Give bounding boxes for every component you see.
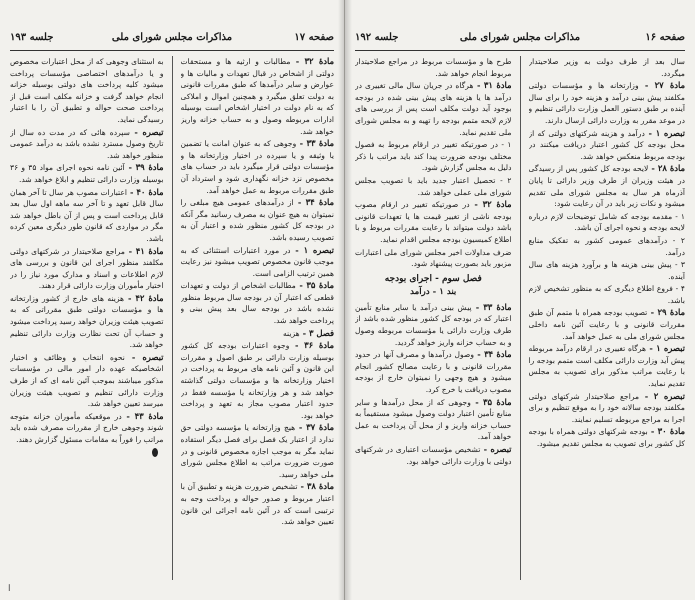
paragraph	[529, 283, 686, 306]
article-number: مادهٔ ۳۹ -	[124, 162, 164, 173]
paragraph	[529, 259, 686, 282]
article-text: هیچ وزارتخانه یا مؤسسه دولتی حق ندارد از اعتبار یک فصل برای فصل دیگر استفاده نماید مگر به موجب اجازه مخصوص قانونی و در صورت ضرورت مراتب به اطلاع مجلس شورای ملی خواهد رسید.	[180, 423, 334, 479]
right-page-header	[355, 30, 685, 51]
paragraph	[181, 245, 335, 280]
paragraph	[355, 444, 512, 467]
article-number: مادهٔ ۳۲ -	[469, 199, 512, 210]
paragraph	[181, 328, 335, 340]
paragraph	[181, 197, 335, 243]
ink-blot	[152, 448, 158, 457]
right-page-column-right	[529, 56, 686, 580]
paragraph	[181, 422, 335, 480]
paragraph	[10, 411, 164, 446]
article-text: وجوهی که به عنوان امانت یا تضمین یا وثیقه و یا سپرده در اختیار وزارتخانه ها و مؤسسات دولتی قرار میگیرد باید در حساب های مخصوص نزد خزانه نگهداری شود و استرداد آن طبق مقررات مربوط به عمل خواهد آمد.	[180, 139, 334, 195]
article-text: مطالبات اشخاص از دولت و تعهدات قطعی که اعتبار آن در بودجه سال مربوط منظور نشده باشد در بودجه سال بعد پیش بینی و پرداخت خواهد شد.	[180, 281, 334, 326]
paragraph	[355, 247, 512, 270]
article-number: مادهٔ ۳۴ -	[474, 349, 512, 360]
article-number: مادهٔ ۴۰ -	[127, 186, 164, 197]
paragraph	[355, 80, 512, 138]
article-text: هزینه های خارج از کشور وزارتخانه ها و مؤسسات دولتی طبق مقرراتی که به تصویب هیئت وزیران خواهد رسید پرداخت میشود و حساب آن تحت نظارت وزارت دارائی تنظیم خواهد شد.	[10, 293, 164, 350]
article-number: مادهٔ ۳۵ -	[470, 396, 512, 407]
paragraph	[181, 340, 335, 421]
article-number: مادهٔ ۴۳ -	[121, 410, 164, 421]
article-number: تبصره ۱ -	[290, 244, 334, 255]
article-text: هرگاه در جریان سال مالی تغییری در درآمد ها یا هزینه های پیش بینی شده در بودجه بوجود آید دولت مکلف است پس از بررسی های لازم لایحه متمم بودجه را تهیه و به مجلس شورای ملی تقدیم نماید.	[355, 81, 512, 137]
column-divider	[520, 56, 521, 580]
article-number: فصل ۳ -	[299, 327, 334, 338]
paragraph	[355, 302, 512, 348]
left-page-columns	[10, 56, 334, 580]
article-number: مادهٔ ۴۲ -	[124, 292, 164, 303]
paragraph	[355, 56, 512, 79]
paragraph	[529, 426, 686, 449]
article-text: ۲ - تحصیل اعتبار جدید باید با تصویب مجلس شورای ملی عملی خواهد شد.	[355, 175, 512, 197]
right-page-number: صفحه ۱۶	[645, 32, 685, 43]
article-text: در موقعیکه مأموران خزانه متوجه شوند وجوهی خارج از مقررات مصرف شده باید مراتب را فوراً به مقامات مسئول گزارش دهند.	[10, 411, 164, 444]
article-text: ۱ - در صورتیکه تغییر در ارقام مربوط به فصول مختلف بودجه ضرورت پیدا کند باید مراتب با ذکر دلیل به مجلس گزارش شود.	[355, 140, 512, 173]
article-text: لایحه بودجه کل کشور پس از رسیدگی در هیئت وزیران از طرف وزیر دارائی تا پایان آذرماه هر سال به مجلس شورای ملی تقدیم میشود و نکات زیر باید در آن رعایت شود:	[528, 164, 685, 209]
paragraph	[529, 391, 686, 426]
section-title: بند ۱ - درآمد	[410, 287, 457, 298]
article-text: آئین نامه نحوه اجرای مواد ۳۵ و ۳۶ بوسیله وزارت دارائی تنظیم و ابلاغ خواهد شد.	[10, 163, 164, 184]
article-number: تبصره ۱ -	[644, 127, 685, 138]
article-text: هزینه	[282, 328, 300, 338]
article-text: وزارتخانه ها و مؤسسات دولتی مکلفند پیش بینی درآمد و هزینه خود را برای سال آینده بر طبق دستور العمل وزارت دارائی تنظیم و در موعد مقرر به وزارت دارائی ارسال دارند.	[528, 81, 685, 125]
paragraph	[355, 349, 512, 395]
chapter-title: فصل سوم - اجرای بودجه	[384, 273, 482, 284]
article-text: وجوهی که از محل درآمدها و سایر منابع تأمین اعتبار دولت وصول میشود مستقیماً به حساب خزانه واریز و از محل آن پرداخت به عمل خواهد آمد.	[355, 397, 512, 442]
paragraph	[529, 128, 686, 163]
article-text: نحوه انتخاب و وظائف و اختیار اشخاصیکه عهده دار امور مالی در مؤسسات مذکور میباشند بموجب آئین نامه ای که از طرف وزارت دارائی تنظیم و تصویب هیئت وزیران میرسد تعیین خواهد شد.	[10, 352, 164, 409]
article-text: ۱ - مقدمه بودجه که شامل توضیحات لازم درباره لایحه بودجه و نحوه اجرای آن باشد.	[528, 211, 685, 233]
paragraph	[10, 293, 164, 351]
article-number: مادهٔ ۲۷ -	[638, 80, 685, 91]
paragraph	[10, 352, 164, 410]
paragraph	[529, 56, 686, 79]
article-text: وصول درآمدها و مصرف آنها در حدود مقررات قانونی و با رعایت مصالح کشور انجام میشود و هیچ وجهی را نمیتوان خارج از بودجه مصوب دریافت یا خرج کرد.	[355, 350, 512, 395]
left-page-header	[10, 30, 334, 51]
paragraph	[529, 307, 686, 342]
article-text: تشخیص مؤسسات اعتباری در شرکتهای دولتی با وزارت دارائی خواهد بود.	[355, 445, 512, 466]
paragraph	[355, 397, 512, 443]
article-number: مادهٔ ۲۹ -	[647, 307, 685, 318]
article-number: تبصره -	[124, 351, 164, 362]
article-number: مادهٔ ۳۰ -	[647, 426, 685, 437]
article-text: تصویب بودجه همراه با متمم آن طبق مقررات قانونی و با رعایت آئین نامه داخلی مجلس شورای ملی به عمل خواهد آمد.	[528, 308, 685, 341]
right-page-columns	[355, 56, 685, 580]
paragraph	[181, 56, 335, 137]
article-number: مادهٔ ۳۲ -	[290, 56, 334, 66]
article-text: درآمد و هزینه شرکتهای دولتی که از محل بودجه کل کشور اعتبار دریافت میکنند در بودجه مربوط منعکس خواهد شد.	[528, 128, 685, 161]
left-page-session: جلسه ۱۹۳	[10, 32, 54, 43]
article-text: بودجه شرکتهای دولتی همراه با بودجه کل کشور برای تصویب به مجلس تقدیم میشود.	[528, 427, 685, 448]
left-page-column-right	[181, 56, 335, 580]
article-text: هرگاه تغییری در ارقام درآمد مربوطه پیش آید وزارت دارائی مکلف است متمم بودجه را با رعایت مراتب مذکور برای تصویب به مجلس تقدیم نماید.	[528, 344, 685, 389]
article-text: ۴ - فروع اطلاع دیگری که به منظور تشخیص لازم باشد.	[528, 284, 685, 305]
paragraph	[529, 163, 686, 209]
paragraph	[529, 343, 686, 389]
article-number: تبصره -	[480, 444, 512, 454]
paragraph	[355, 175, 512, 198]
book-gutter	[338, 0, 352, 600]
right-page-column-left	[355, 56, 512, 580]
left-page	[0, 0, 345, 600]
right-page-session: جلسه ۱۹۲	[355, 32, 399, 43]
article-text: به استثنای وجوهی که از محل اعتبارات مخصوص و یا درآمدهای اختصاصی مؤسسات پرداخت میشود کلیه پرداخت های دولتی بوسیله خزانه انجام خواهد گرفت و خزانه مکلف است قبل از پرداخت صحت حواله و تطبیق آن را با اعتبار رسیدگی نماید.	[10, 57, 164, 124]
left-page-number: صفحه ۱۷	[294, 32, 334, 43]
paragraph	[10, 162, 164, 185]
article-text: مراجع صلاحیتدار شرکتهای دولتی مکلفند بودجه سالانه خود را به موقع تنظیم و برای اجرا به مراجع مربوطه تسلیم نمایند.	[528, 391, 685, 424]
paragraph	[10, 187, 164, 245]
article-number: مادهٔ ۳۳ -	[296, 138, 334, 149]
article-number: مادهٔ ۳۷ -	[295, 422, 334, 433]
paragraph	[10, 246, 164, 292]
paragraph	[355, 139, 512, 174]
article-number: تبصره ۱ -	[646, 343, 685, 354]
article-text: وجوه اعتبارات بودجه کل کشور بوسیله وزارت دارائی بر طبق اصول و مقررات این قانون و آئین نامه های مربوط به پرداخت در اختیار وزارتخانه ها و مؤسسات دولتی گذاشته خواهد شد و هر وزارتخانه یا مؤسسه فقط در حدود اعتبار مصوب مجاز به تعهد و پرداخت خواهد بود.	[180, 341, 334, 420]
left-page-column-left	[10, 56, 164, 580]
article-number: تبصره -	[129, 126, 164, 137]
article-text: طرح ها و مؤسسات مربوط در مراجع صلاحیتدار مربوط انجام خواهد شد.	[355, 57, 512, 78]
paragraph	[10, 127, 164, 162]
paragraph	[529, 211, 686, 234]
article-text: سپرده هائی که در مدت ده سال از تاریخ وصول مسترد نشده باشد به درآمد عمومی منظور خواهد شد.	[10, 127, 164, 160]
article-number: مادهٔ ۳۸ -	[297, 481, 334, 492]
right-page	[345, 0, 695, 600]
article-text: تشخیص ضرورت هزینه و تطبیق آن با اعتبار مربوط و صدور حواله و پرداخت وجه به ترتیبی است که در آئین نامه اجرائی این قانون تعیین خواهد شد.	[180, 482, 334, 527]
page-edge-mark: ا	[8, 584, 11, 594]
article-text: در صورتیکه تغییر در ارقام مصوب بودجه ناشی از تغییر قیمت ها یا تعهدات قانونی باشد دولت میتواند با رعایت مقررات مربوط و با اطلاع کمیسیون بودجه مجلس اقدام نماید.	[355, 200, 512, 244]
article-text: ضرف مداولات اخیر مجلس شورای ملی اعتبارات مزبور باید بصورت پیشنهاد شود.	[355, 247, 512, 269]
paragraph	[10, 56, 164, 126]
article-text: مراجع صلاحیتدار در شرکتهای دولتی مکلفند منظور اجرای این قانون و بررسی های لازم اطلاعات و اسناد و مدارک مورد نیاز را در اختیار مأموران وزارت دارائی قرار دهند.	[10, 246, 164, 291]
paragraph	[181, 481, 335, 527]
article-number: تبصره ۲ -	[639, 390, 685, 401]
paragraph	[529, 235, 686, 258]
paragraph	[181, 138, 335, 196]
article-text: مطالبات و ارثیه ها و مستحقات دولتی از اشخاص در قبال تعهدات و مالیات ها و عوارض و سایر درآمدها که طبق مقررات قانونی به دولت تعلق میگیرد و همچنین اموال و املاکی که به نام دولت در اختیار اشخاص است بوسیله ادارات مربوطه وصول و به حساب خزانه واریز خواهد شد.	[180, 57, 334, 136]
article-number: مادهٔ ۲۸ -	[648, 163, 685, 174]
article-text: از درآمدهای عمومی هیچ مبلغی را نمیتوان به هیچ عنوان به مصرف رسانید مگر آنکه در بودجه کل کشور منظور شده و اعتبار آن به تصویب رسیده باشد.	[180, 198, 334, 242]
column-divider	[172, 56, 173, 580]
right-page-title: مذاکرات مجلس شورای ملی	[459, 32, 581, 43]
article-text: پیش بینی درآمد یا سایر منابع تأمین اعتبار که در بودجه کل کشور منظور شده باشد از طرف وزارت دارائی یا مؤسسات مربوطه وصول و به حساب خزانه واریز خواهد گردید.	[355, 302, 512, 347]
article-number: مادهٔ ۴۱ -	[124, 245, 164, 256]
article-number: مادهٔ ۳۴ -	[293, 197, 334, 208]
paragraph	[181, 280, 335, 326]
article-number: مادهٔ ۳۶ -	[289, 340, 334, 351]
article-text: ۳ - پیش بینی هزینه ها و برآورد هزینه های سال آینده.	[528, 260, 685, 281]
article-text: ۲ - درآمدهای عمومی کشور به تفکیک منابع درآمد.	[528, 235, 685, 257]
article-text: سال بعد از طرف دولت به وزیر صلاحیتدار میگردد.	[528, 57, 685, 78]
article-text: در مورد اعتبارات استثنائی که به موجب قانون مخصوص تصویب میشود نیز رعایت همین ترتیب الزامی است.	[180, 245, 334, 278]
article-number: مادهٔ ۳۵ -	[295, 280, 334, 291]
paragraph	[355, 199, 512, 245]
article-number: مادهٔ ۳۳ -	[471, 301, 512, 312]
article-number: مادهٔ ۳۱ -	[473, 80, 512, 91]
article-text: اعتبارات مصوب هر سال تا آخر همان سال قابل تعهد و تا آخر سه ماهه اول سال بعد قابل پرداخت است و پس از آن باطل خواهد شد مگر در مواردی که قانون طور دیگری معین کرده باشد.	[10, 187, 164, 243]
left-page-title: مذاکرات مجلس شورای ملی	[111, 32, 233, 43]
paragraph	[529, 80, 686, 126]
